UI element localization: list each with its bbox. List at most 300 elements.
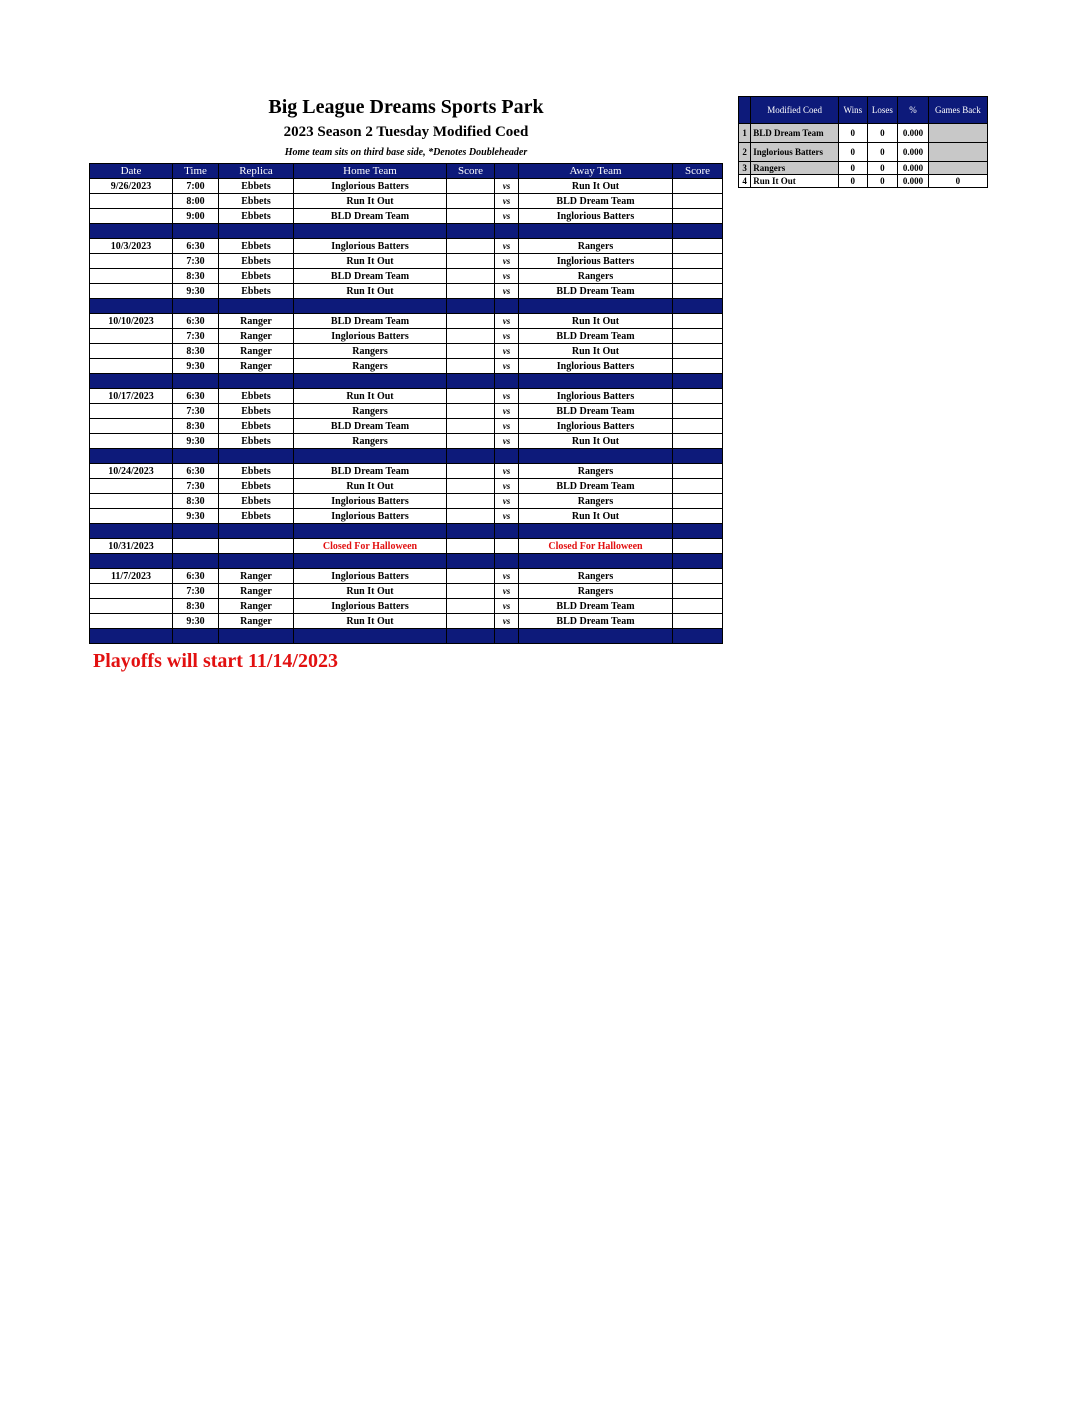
col-date-header: Date <box>90 164 173 179</box>
week-separator-row <box>90 224 723 239</box>
standings-row <box>739 175 988 188</box>
vs-cell: vs <box>495 194 519 209</box>
time-cell: 6:30 <box>173 569 219 584</box>
replica-cell: Ranger <box>219 599 294 614</box>
separator-cell <box>219 299 294 314</box>
time-cell: 9:30 <box>173 284 219 299</box>
home-score-cell <box>447 344 495 359</box>
home-score-cell <box>447 284 495 299</box>
pct-cell: 0.000 <box>898 175 929 188</box>
date-cell: 10/17/2023 <box>90 389 173 404</box>
away-score-cell <box>673 359 723 374</box>
separator-cell <box>219 629 294 644</box>
time-cell: 7:30 <box>173 479 219 494</box>
week-separator-row <box>90 299 723 314</box>
replica-cell: Ebbets <box>219 194 294 209</box>
separator-cell <box>519 629 673 644</box>
away-team-cell: BLD Dream Team <box>519 404 673 419</box>
home-score-cell <box>447 404 495 419</box>
home-team-cell: Rangers <box>294 359 447 374</box>
separator-cell <box>90 524 173 539</box>
standings-table <box>738 96 988 188</box>
home-team-cell: BLD Dream Team <box>294 314 447 329</box>
game-row <box>90 509 723 524</box>
standings-header-row <box>739 97 988 124</box>
away-score-cell <box>673 599 723 614</box>
rank-cell: 4 <box>739 175 751 188</box>
home-team-cell: BLD Dream Team <box>294 419 447 434</box>
away-team-cell: Run It Out <box>519 179 673 194</box>
separator-cell <box>294 299 447 314</box>
separator-cell <box>173 299 219 314</box>
games-back-cell: 0 <box>928 175 987 188</box>
pct-cell: 0.000 <box>898 143 929 162</box>
separator-cell <box>294 449 447 464</box>
col-team-header: Modified Coed <box>751 97 839 124</box>
separator-cell <box>673 374 723 389</box>
rank-cell: 2 <box>739 143 751 162</box>
separator-cell <box>90 629 173 644</box>
home-team-cell: Rangers <box>294 434 447 449</box>
game-row <box>90 359 723 374</box>
time-cell: 7:00 <box>173 179 219 194</box>
game-row <box>90 569 723 584</box>
separator-cell <box>519 299 673 314</box>
time-cell: 7:30 <box>173 584 219 599</box>
away-team-cell: Closed For Halloween <box>519 539 673 554</box>
team-cell: Run It Out <box>751 175 839 188</box>
replica-cell <box>219 539 294 554</box>
home-score-cell <box>447 584 495 599</box>
home-team-cell: Inglorious Batters <box>294 569 447 584</box>
date-cell: 10/24/2023 <box>90 464 173 479</box>
vs-cell: vs <box>495 284 519 299</box>
home-team-cell: Run It Out <box>294 194 447 209</box>
week-separator-row <box>90 449 723 464</box>
replica-cell: Ebbets <box>219 464 294 479</box>
away-score-cell <box>673 179 723 194</box>
team-cell: Inglorious Batters <box>751 143 839 162</box>
date-cell <box>90 509 173 524</box>
vs-cell: vs <box>495 599 519 614</box>
separator-cell <box>519 224 673 239</box>
home-score-cell <box>447 464 495 479</box>
time-cell: 9:30 <box>173 509 219 524</box>
separator-cell <box>294 374 447 389</box>
home-score-cell <box>447 314 495 329</box>
separator-cell <box>519 374 673 389</box>
home-score-cell <box>447 419 495 434</box>
vs-cell: vs <box>495 254 519 269</box>
page-title: Big League Dreams Sports Park <box>268 96 544 118</box>
team-cell: BLD Dream Team <box>751 124 839 143</box>
col-home-team-header: Home Team <box>294 164 447 179</box>
date-cell <box>90 599 173 614</box>
separator-cell <box>90 224 173 239</box>
away-score-cell <box>673 269 723 284</box>
away-score-cell <box>673 209 723 224</box>
separator-cell <box>294 629 447 644</box>
away-score-cell <box>673 464 723 479</box>
separator-cell <box>495 299 519 314</box>
separator-cell <box>90 299 173 314</box>
time-cell: 8:30 <box>173 269 219 284</box>
vs-cell: vs <box>495 269 519 284</box>
separator-cell <box>90 449 173 464</box>
home-score-cell <box>447 509 495 524</box>
week-separator-row <box>90 629 723 644</box>
vs-cell: vs <box>495 614 519 629</box>
home-score-cell <box>447 434 495 449</box>
date-cell: 10/10/2023 <box>90 314 173 329</box>
time-cell: 9:30 <box>173 359 219 374</box>
replica-cell: Ebbets <box>219 434 294 449</box>
away-score-cell <box>673 389 723 404</box>
game-row <box>90 344 723 359</box>
away-score-cell <box>673 194 723 209</box>
replica-cell: Ranger <box>219 569 294 584</box>
date-cell <box>90 404 173 419</box>
game-row <box>90 584 723 599</box>
home-score-cell <box>447 539 495 554</box>
separator-cell <box>447 629 495 644</box>
col-rank-header <box>739 97 751 124</box>
vs-cell: vs <box>495 479 519 494</box>
date-cell <box>90 269 173 284</box>
date-cell: 10/3/2023 <box>90 239 173 254</box>
date-cell <box>90 614 173 629</box>
vs-cell: vs <box>495 344 519 359</box>
col-replica-header: Replica <box>219 164 294 179</box>
wins-cell: 0 <box>838 143 867 162</box>
replica-cell: Ebbets <box>219 479 294 494</box>
separator-cell <box>90 554 173 569</box>
home-team-cell: Run It Out <box>294 479 447 494</box>
away-team-cell: BLD Dream Team <box>519 479 673 494</box>
away-score-cell <box>673 344 723 359</box>
date-cell <box>90 584 173 599</box>
games-back-cell <box>928 124 987 143</box>
separator-cell <box>294 524 447 539</box>
separator-cell <box>519 524 673 539</box>
game-row <box>90 254 723 269</box>
away-score-cell <box>673 569 723 584</box>
away-score-cell <box>673 584 723 599</box>
replica-cell: Ranger <box>219 359 294 374</box>
game-row <box>90 614 723 629</box>
replica-cell: Ranger <box>219 344 294 359</box>
separator-cell <box>495 629 519 644</box>
date-cell <box>90 254 173 269</box>
away-team-cell: Rangers <box>519 269 673 284</box>
away-score-cell <box>673 314 723 329</box>
away-team-cell: Inglorious Batters <box>519 419 673 434</box>
home-score-cell <box>447 254 495 269</box>
home-score-cell <box>447 569 495 584</box>
time-cell: 8:00 <box>173 194 219 209</box>
away-score-cell <box>673 239 723 254</box>
separator-cell <box>519 554 673 569</box>
separator-cell <box>173 449 219 464</box>
vs-cell: vs <box>495 464 519 479</box>
home-team-cell: Inglorious Batters <box>294 329 447 344</box>
wins-cell: 0 <box>838 162 867 175</box>
away-team-cell: BLD Dream Team <box>519 599 673 614</box>
wins-cell: 0 <box>838 124 867 143</box>
time-cell: 9:30 <box>173 614 219 629</box>
time-cell: 7:30 <box>173 254 219 269</box>
game-row <box>90 269 723 284</box>
game-row <box>90 194 723 209</box>
separator-cell <box>673 629 723 644</box>
time-cell: 6:30 <box>173 314 219 329</box>
games-back-cell <box>928 162 987 175</box>
separator-cell <box>219 524 294 539</box>
separator-cell <box>673 224 723 239</box>
vs-cell: vs <box>495 209 519 224</box>
col-time-header: Time <box>173 164 219 179</box>
games-back-cell <box>928 143 987 162</box>
home-score-cell <box>447 494 495 509</box>
time-cell: 8:30 <box>173 344 219 359</box>
home-score-cell <box>447 614 495 629</box>
home-score-cell <box>447 239 495 254</box>
loses-cell: 0 <box>867 143 898 162</box>
away-team-cell: BLD Dream Team <box>519 284 673 299</box>
game-row <box>90 464 723 479</box>
replica-cell: Ebbets <box>219 389 294 404</box>
home-team-cell: Inglorious Batters <box>294 599 447 614</box>
away-team-cell: Run It Out <box>519 314 673 329</box>
col-games-back-header: Games Back <box>928 97 987 124</box>
home-team-cell: Run It Out <box>294 284 447 299</box>
standings-row <box>739 124 988 143</box>
home-score-cell <box>447 269 495 284</box>
loses-cell: 0 <box>867 162 898 175</box>
time-cell: 6:30 <box>173 389 219 404</box>
away-team-cell: Rangers <box>519 464 673 479</box>
date-cell <box>90 194 173 209</box>
separator-cell <box>173 524 219 539</box>
home-team-cell: Inglorious Batters <box>294 239 447 254</box>
separator-cell <box>447 374 495 389</box>
separator-cell <box>219 224 294 239</box>
home-team-cell: BLD Dream Team <box>294 464 447 479</box>
date-cell <box>90 419 173 434</box>
home-team-cell: BLD Dream Team <box>294 209 447 224</box>
away-team-cell: Run It Out <box>519 344 673 359</box>
home-team-cell: Closed For Halloween <box>294 539 447 554</box>
schedule-table <box>89 163 723 644</box>
game-row <box>90 419 723 434</box>
time-cell: 9:00 <box>173 209 219 224</box>
date-cell <box>90 284 173 299</box>
vs-cell: vs <box>495 404 519 419</box>
away-score-cell <box>673 494 723 509</box>
separator-cell <box>294 554 447 569</box>
replica-cell: Ranger <box>219 614 294 629</box>
home-team-cell: Rangers <box>294 404 447 419</box>
home-score-cell <box>447 359 495 374</box>
week-separator-row <box>90 554 723 569</box>
home-team-cell: Run It Out <box>294 584 447 599</box>
away-score-cell <box>673 254 723 269</box>
vs-cell: vs <box>495 419 519 434</box>
vs-cell <box>495 539 519 554</box>
separator-cell <box>447 554 495 569</box>
away-score-cell <box>673 614 723 629</box>
separator-cell <box>447 524 495 539</box>
date-cell <box>90 434 173 449</box>
separator-cell <box>219 374 294 389</box>
home-score-cell <box>447 209 495 224</box>
home-score-cell <box>447 599 495 614</box>
replica-cell: Ebbets <box>219 284 294 299</box>
home-team-cell: BLD Dream Team <box>294 269 447 284</box>
away-team-cell: Inglorious Batters <box>519 359 673 374</box>
vs-cell: vs <box>495 359 519 374</box>
team-cell: Rangers <box>751 162 839 175</box>
date-cell <box>90 494 173 509</box>
col-vs-header <box>495 164 519 179</box>
game-row <box>90 179 723 194</box>
away-team-cell: BLD Dream Team <box>519 329 673 344</box>
home-team-cell: Run It Out <box>294 614 447 629</box>
vs-cell: vs <box>495 434 519 449</box>
rank-cell: 3 <box>739 162 751 175</box>
home-score-cell <box>447 179 495 194</box>
col-away-score-header: Score <box>673 164 723 179</box>
separator-cell <box>495 374 519 389</box>
time-cell: 7:30 <box>173 329 219 344</box>
separator-cell <box>673 554 723 569</box>
separator-cell <box>673 299 723 314</box>
col-home-score-header: Score <box>447 164 495 179</box>
date-cell: 10/31/2023 <box>90 539 173 554</box>
time-cell: 8:30 <box>173 494 219 509</box>
game-row <box>90 314 723 329</box>
time-cell: 6:30 <box>173 464 219 479</box>
away-score-cell <box>673 479 723 494</box>
date-cell <box>90 209 173 224</box>
away-score-cell <box>673 404 723 419</box>
game-row <box>90 479 723 494</box>
loses-cell: 0 <box>867 175 898 188</box>
separator-cell <box>447 224 495 239</box>
away-team-cell: Rangers <box>519 239 673 254</box>
separator-cell <box>447 299 495 314</box>
away-team-cell: BLD Dream Team <box>519 194 673 209</box>
playoffs-notice: Playoffs will start 11/14/2023 <box>93 650 338 672</box>
game-row <box>90 404 723 419</box>
date-cell <box>90 329 173 344</box>
separator-cell <box>294 224 447 239</box>
separator-cell <box>673 449 723 464</box>
separator-cell <box>219 449 294 464</box>
away-score-cell <box>673 434 723 449</box>
separator-cell <box>495 554 519 569</box>
game-row <box>90 494 723 509</box>
separator-cell <box>173 629 219 644</box>
time-cell: 8:30 <box>173 599 219 614</box>
home-team-cell: Rangers <box>294 344 447 359</box>
date-cell <box>90 479 173 494</box>
schedule-header-row <box>90 164 723 179</box>
away-team-cell: Inglorious Batters <box>519 389 673 404</box>
replica-cell: Ebbets <box>219 509 294 524</box>
col-pct-header: % <box>898 97 929 124</box>
separator-cell <box>173 224 219 239</box>
vs-cell: vs <box>495 239 519 254</box>
vs-cell: vs <box>495 569 519 584</box>
date-cell <box>90 344 173 359</box>
pct-cell: 0.000 <box>898 162 929 175</box>
home-team-cell: Inglorious Batters <box>294 179 447 194</box>
replica-cell: Ebbets <box>219 254 294 269</box>
game-row <box>90 599 723 614</box>
replica-cell: Ebbets <box>219 419 294 434</box>
closed-row <box>90 539 723 554</box>
separator-cell <box>495 449 519 464</box>
replica-cell: Ranger <box>219 314 294 329</box>
separator-cell <box>673 524 723 539</box>
vs-cell: vs <box>495 314 519 329</box>
page-subtitle: 2023 Season 2 Tuesday Modified Coed <box>283 124 529 140</box>
away-team-cell: Inglorious Batters <box>519 209 673 224</box>
separator-cell <box>90 374 173 389</box>
schedule-note: Home team sits on third base side, *Denotes Doubleheader <box>284 147 528 158</box>
date-cell: 9/26/2023 <box>90 179 173 194</box>
away-team-cell: Run It Out <box>519 434 673 449</box>
standings-row <box>739 143 988 162</box>
away-team-cell: Run It Out <box>519 509 673 524</box>
time-cell <box>173 539 219 554</box>
replica-cell: Ebbets <box>219 269 294 284</box>
time-cell: 8:30 <box>173 419 219 434</box>
replica-cell: Ebbets <box>219 404 294 419</box>
rank-cell: 1 <box>739 124 751 143</box>
separator-cell <box>519 449 673 464</box>
home-team-cell: Inglorious Batters <box>294 509 447 524</box>
wins-cell: 0 <box>838 175 867 188</box>
vs-cell: vs <box>495 329 519 344</box>
time-cell: 6:30 <box>173 239 219 254</box>
time-cell: 7:30 <box>173 404 219 419</box>
away-team-cell: Rangers <box>519 569 673 584</box>
week-separator-row <box>90 524 723 539</box>
replica-cell: Ebbets <box>219 239 294 254</box>
away-team-cell: Inglorious Batters <box>519 254 673 269</box>
home-score-cell <box>447 329 495 344</box>
standings-row <box>739 162 988 175</box>
home-team-cell: Run It Out <box>294 389 447 404</box>
vs-cell: vs <box>495 179 519 194</box>
vs-cell: vs <box>495 389 519 404</box>
away-score-cell <box>673 419 723 434</box>
separator-cell <box>173 374 219 389</box>
pct-cell: 0.000 <box>898 124 929 143</box>
home-score-cell <box>447 479 495 494</box>
separator-cell <box>173 554 219 569</box>
away-score-cell <box>673 284 723 299</box>
game-row <box>90 389 723 404</box>
away-team-cell: Rangers <box>519 584 673 599</box>
replica-cell: Ebbets <box>219 494 294 509</box>
home-team-cell: Inglorious Batters <box>294 494 447 509</box>
vs-cell: vs <box>495 584 519 599</box>
home-score-cell <box>447 194 495 209</box>
replica-cell: Ranger <box>219 584 294 599</box>
